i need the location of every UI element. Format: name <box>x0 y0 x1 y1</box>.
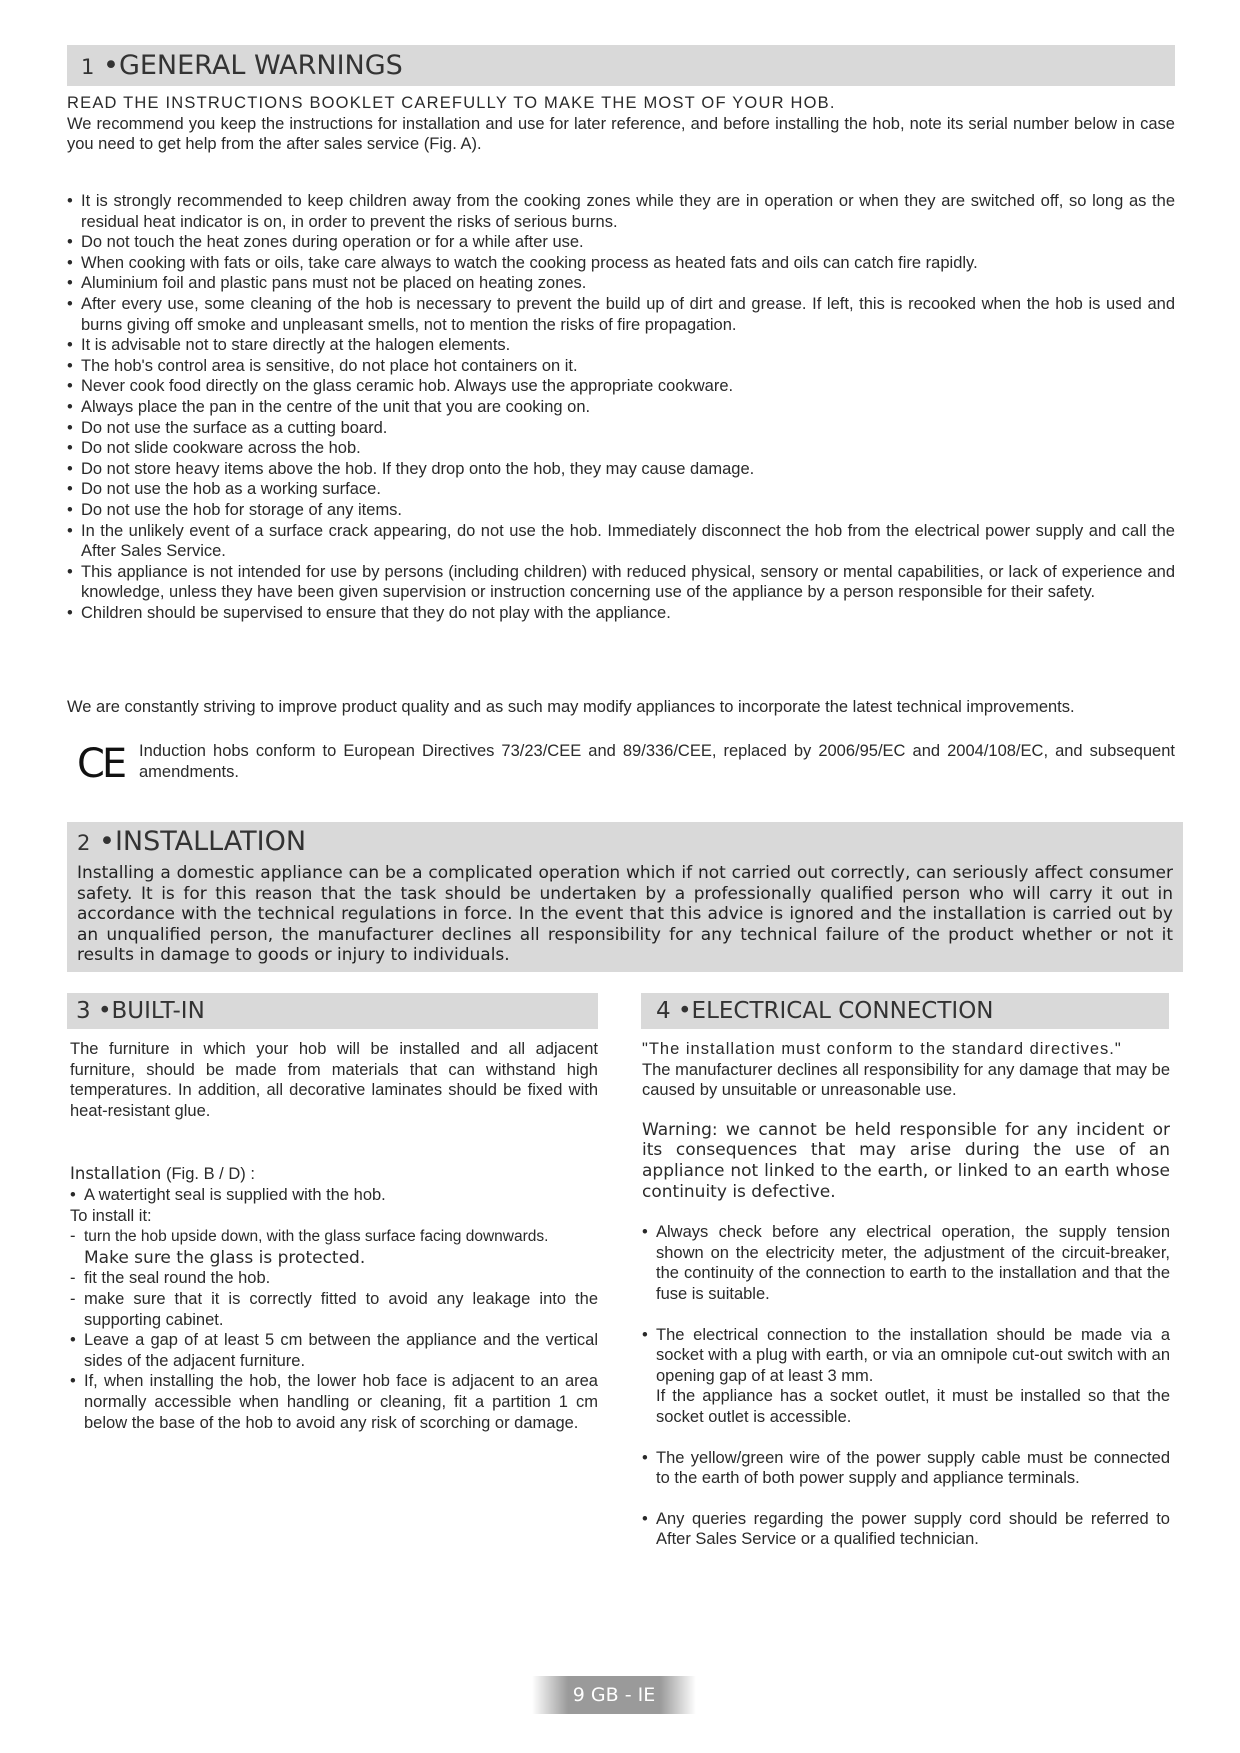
install-step-3: - make sure that it is correctly fitted to avoid any leakage into the supporting cabinet. <box>70 1289 598 1330</box>
socket-outlet-note: If the appliance has a socket outlet, it must be installed so that the socket outlet is accessible. <box>656 1387 1170 1426</box>
installation-heading-line <box>70 1164 598 1185</box>
section-4-number: 4 <box>656 998 671 1024</box>
installation-heading: Installation <box>70 1164 162 1184</box>
manufacturer-disclaimer: The manufacturer declines all responsibility for any damage that may be caused by unsuitable or unreasonable use. <box>642 1060 1170 1100</box>
warning-item: • Do not slide cookware across the hob. <box>67 438 1175 459</box>
lead-caps: READ THE INSTRUCTIONS BOOKLET CAREFULLY TO MAKE THE MOST OF YOUR HOB. <box>67 94 836 112</box>
section-3-title: BUILT-IN <box>111 998 205 1024</box>
bullet-icon: • <box>97 998 112 1024</box>
page-number: 9 GB - IE <box>572 1684 656 1706</box>
section-3-number: 3 <box>76 998 91 1024</box>
section-3-body <box>70 1039 598 1433</box>
installation-box <box>67 862 1183 972</box>
section-3-header <box>67 993 598 1029</box>
section-1-number: 1 <box>81 54 95 79</box>
electrical-check-bullet: • Always check before any electrical operation, the supply tension shown on the electricity meter, the adjustment of the circuit-breaker, the continuity of the connection to earth to the installation and that the fuse is suitable. <box>642 1222 1170 1304</box>
gap-bullet: • Leave a gap of at least 5 cm between the appliance and the vertical sides of the adjacent furniture. <box>70 1330 598 1371</box>
warning-item: • After every use, some cleaning of the hob is necessary to prevent the build up of dirt and grease. If left, this is recooked when the hob is used and burns giving off smoke and unpleasant smells, not to mention the risks of fire propagation. <box>67 294 1175 335</box>
warning-item: • Do not use the surface as a cutting board. <box>67 418 1175 439</box>
ce-compliance-text: Induction hobs conform to European Directives 73/23/CEE and 89/336/CEE, replaced by 2006/95/EC and 2004/108/EC, and subsequent amendments. <box>139 742 1175 781</box>
warning-item: • Do not store heavy items above the hob. If they drop onto the hob, they may cause damage. <box>67 459 1175 480</box>
section-4-body <box>642 1039 1170 1550</box>
socket-bullet-text: The electrical connection to the installation should be made via a socket with a plug with earth, or via an omnipole cut-out switch with an opening gap of at least 3 mm. <box>656 1325 1170 1385</box>
built-in-intro: The furniture in which your hob will be installed and all adjacent furniture, should be made from materials that can withstand high temperatures. In addition, all decorative laminates should be fixed with heat-resistant glue. <box>70 1040 598 1120</box>
lead-text: We recommend you keep the instructions for installation and use for later reference, and before installing the hob, note its serial number below in case you need to get help from the after sales service (Fig. A). <box>67 114 1175 154</box>
install-step-2: - fit the seal round the hob. <box>70 1268 598 1289</box>
bullet-icon: • <box>677 998 692 1024</box>
earth-warning: Warning: we cannot be held responsible for any incident or its consequences that may arise during the use of an appliance not linked to the earth, or linked to an earth whose continuity is defective. <box>642 1119 1170 1202</box>
warning-item: • When cooking with fats or oils, take care always to watch the cooking process as heated fats and oils can catch fire rapidly. <box>67 253 1175 274</box>
socket-bullet <box>642 1325 1170 1428</box>
bullet-icon: • <box>99 826 115 857</box>
section-2-header <box>67 822 1183 862</box>
warning-item: • Always place the pan in the centre of the unit that you are cooking on. <box>67 397 1175 418</box>
power-cord-bullet: • Any queries regarding the power supply cord should be referred to After Sales Service or a qualified technician. <box>642 1509 1170 1550</box>
install-step <box>70 1226 598 1268</box>
warning-item: • Do not touch the heat zones during operation or for a while after use. <box>67 232 1175 253</box>
install-step-1-note: Make sure the glass is protected. <box>84 1247 366 1268</box>
partition-bullet: • If, when installing the hob, the lower hob face is adjacent to an area normally accessible when handling or cleaning, fit a partition 1 cm below the base of the hob to avoid any risk of scorching or damage. <box>70 1371 598 1433</box>
section-2-title: INSTALLATION <box>114 826 307 857</box>
warning-item: • This appliance is not intended for use by persons (including children) with reduced physical, sensory or mental capabilities, or lack of experience and knowledge, unless they have been given supervision or instruction concerning use of the appliance by a person responsible for their safety. <box>67 562 1175 603</box>
bullet-icon: • <box>103 50 119 81</box>
earth-wire-bullet: • The yellow/green wire of the power supply cable must be connected to the earth of both power supply and appliance terminals. <box>642 1448 1170 1489</box>
page-number-badge <box>532 1676 696 1714</box>
directive-quote: "The installation must conform to the standard directives." <box>642 1040 1122 1058</box>
warning-item: • Never cook food directly on the glass ceramic hob. Always use the appropriate cookware. <box>67 376 1175 397</box>
seal-bullet: • A watertight seal is supplied with the hob. <box>70 1185 598 1206</box>
section-1-title: GENERAL WARNINGS <box>118 50 403 81</box>
warning-item: • It is advisable not to stare directly at the halogen elements. <box>67 335 1175 356</box>
section-4-header <box>641 993 1169 1029</box>
section-2-number: 2 <box>77 830 91 855</box>
warning-item: • Do not use the hob as a working surface. <box>67 479 1175 500</box>
improvement-note: We are constantly striving to improve product quality and as such may modify appliances to incorporate the latest technical improvements. <box>67 698 1075 716</box>
warning-item: • It is strongly recommended to keep children away from the cooking zones while they are in operation or when they are switched off, so long as the residual heat indicator is on, in order to prevent the risks of serious burns. <box>67 191 1175 232</box>
warning-item: • Aluminium foil and plastic pans must not be placed on heating zones. <box>67 273 1175 294</box>
section-4-title: ELECTRICAL CONNECTION <box>691 998 994 1024</box>
warning-item: • Children should be supervised to ensure that they do not play with the appliance. <box>67 603 1175 624</box>
ce-mark-icon: CE <box>77 741 125 787</box>
warning-item: • The hob's control area is sensitive, do not place hot containers on it. <box>67 356 1175 377</box>
section-1-lead <box>67 93 1175 155</box>
installation-text: Installing a domestic appliance can be a complicated operation which if not carried out correctly, can seriously affect consumer safety. It is for this reason that the task should be undertaken by a professionally qualified person who will carry it out in accordance with the technical regulations in force. In the event that this advice is ignored and the installation is carried out by an unqualified person, the manufacturer declines all responsibility for any technical failure of the product whether or not it results in damage to goods or injury to individuals. <box>77 863 1173 966</box>
install-step-1: turn the hob upside down, with the glass surface facing downwards. <box>84 1228 549 1246</box>
warnings-list <box>67 191 1175 623</box>
installation-fig-ref: (Fig. B / D) : <box>165 1165 255 1184</box>
section-1-header <box>67 45 1175 86</box>
warning-item: • Do not use the hob for storage of any items. <box>67 500 1175 521</box>
warning-item: • In the unlikely event of a surface crack appearing, do not use the hob. Immediately disconnect the hob from the electrical power supply and call the After Sales Service. <box>67 521 1175 562</box>
to-install-label: To install it: <box>70 1206 152 1225</box>
